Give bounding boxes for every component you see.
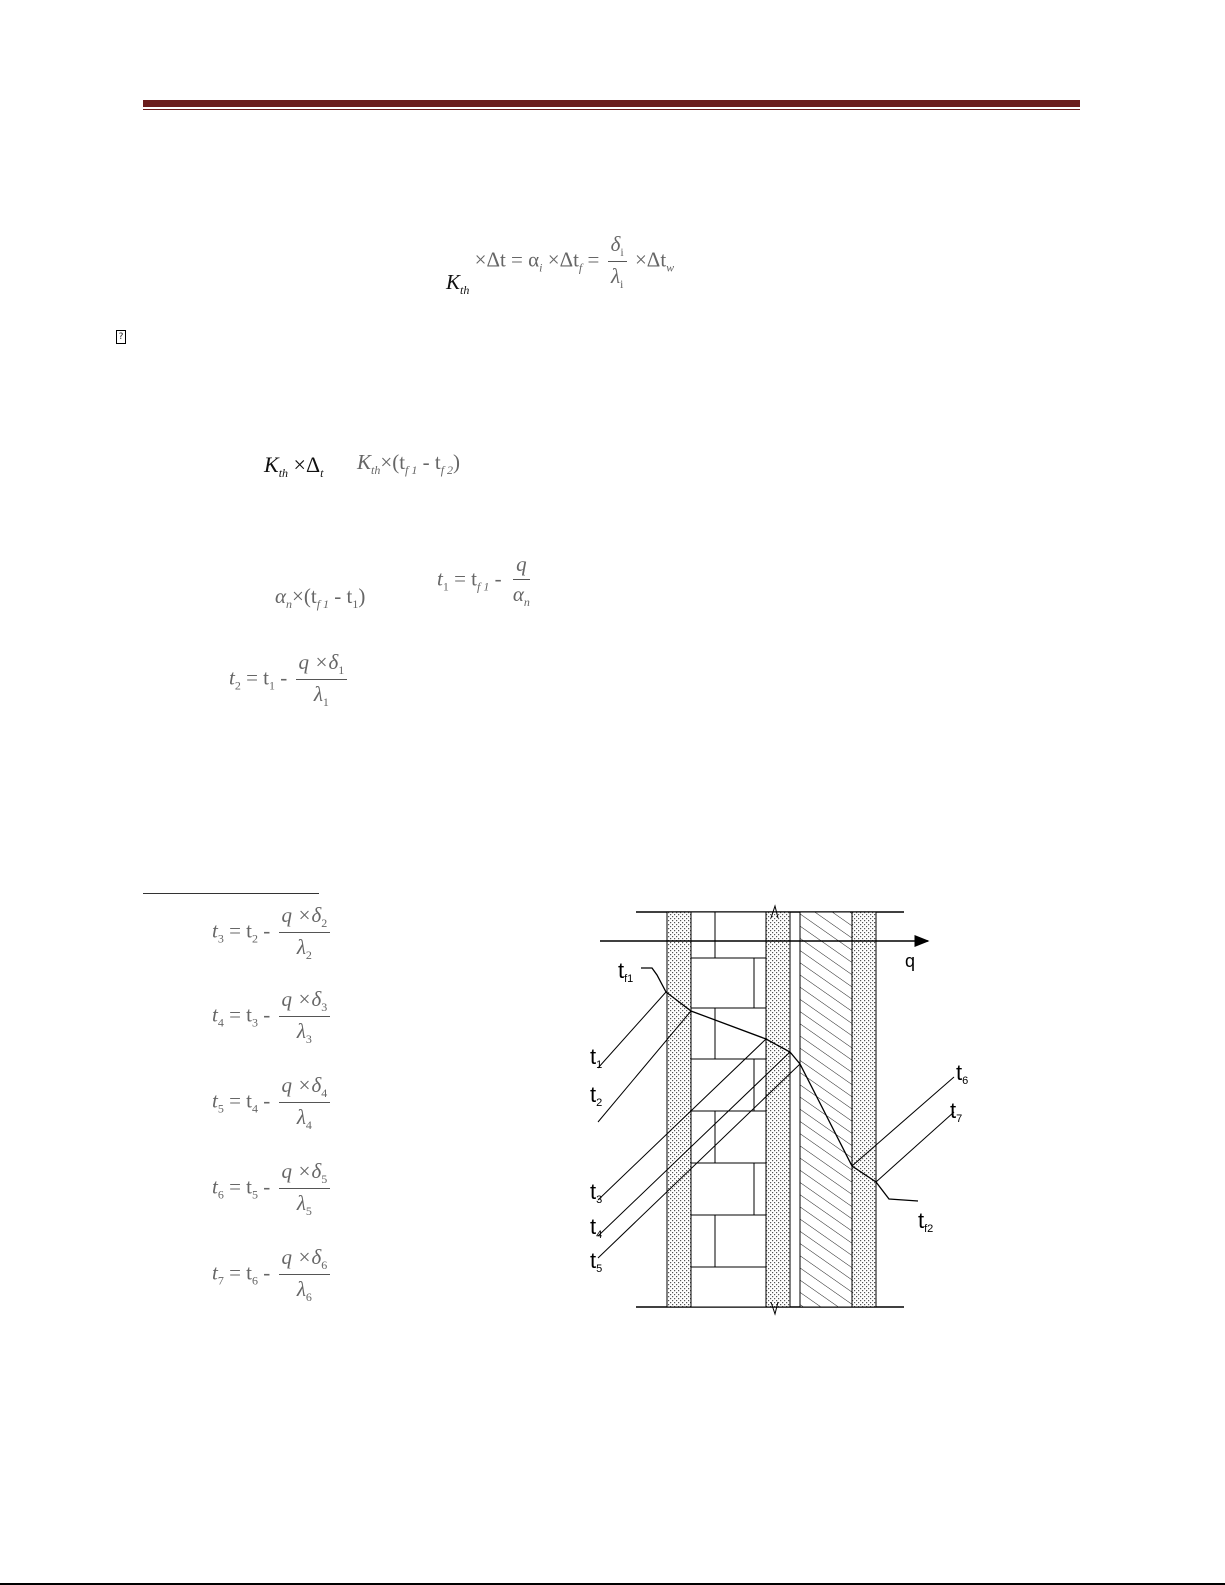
label-t6: t6 — [956, 1060, 969, 1087]
equation-t7: $t_7 = t_6$ - $\frac{q \times\delta_6}{\lambda_6}$ — [212, 1245, 333, 1305]
header-rule — [143, 100, 1080, 107]
equation-flux-b: $K_{th}\times(t_{f 1} - t_{f 2})$ — [357, 450, 461, 477]
label-t4: t4 — [590, 1214, 603, 1241]
label-tf1: tf1 — [618, 958, 634, 985]
equation-t4: $t_4 = t_3$ - $\frac{q \times\delta_3}{\lambda_3}$ — [212, 987, 333, 1047]
label-tf2: tf2 — [918, 1208, 934, 1235]
plaster-layer-outer — [852, 912, 876, 1307]
plaster-layer-inner — [667, 912, 691, 1307]
plaster-layer-middle — [766, 912, 790, 1307]
brick-layer — [691, 912, 766, 1307]
equation-t1: $t_1 = t_{f 1}$ - $\frac{q}{\alpha_n}$ — [437, 552, 530, 610]
equation-t6: $t_6 = t_5$ - $\frac{q \times\delta_5}{\lambda_5}$ — [212, 1159, 333, 1219]
equation-t3: $t_3 = t_2$ - $\frac{q \times\delta_2}{\lambda_2}$ — [212, 903, 333, 963]
heat-flow-label: q — [905, 951, 916, 971]
label-t5: t5 — [590, 1248, 603, 1275]
header-rule-thin — [143, 109, 1080, 110]
equation-flux-a: $K_{th} \times\Delta_t$ — [264, 452, 324, 480]
label-t2: t2 — [590, 1082, 603, 1109]
equation-t5: $t_5 = t_4$ - $\frac{q \times\delta_4}{\lambda_4}$ — [212, 1073, 333, 1133]
label-t3: t3 — [590, 1179, 603, 1206]
wall-temperature-diagram — [580, 895, 1000, 1325]
label-t1: t1 — [590, 1044, 603, 1071]
equation-main: $K_{th} \times\Delta t = \alpha_i \times\Delta t_f$ = $\frac{\delta_i}{\lambda_i}$ $\times\Delta t_w$ — [446, 232, 675, 297]
missing-glyph-box: ? — [116, 330, 126, 344]
footnote-separator — [143, 893, 319, 894]
label-t7: t7 — [950, 1098, 963, 1125]
equation-convection: $\alpha_n\times(t_{f 1} - t_1)$ — [275, 584, 366, 611]
insulation-layer — [800, 912, 852, 1307]
equation-t2: $t_2 = t_1$ - $\frac{q \times\delta_1}{\lambda_1}$ — [229, 650, 350, 710]
